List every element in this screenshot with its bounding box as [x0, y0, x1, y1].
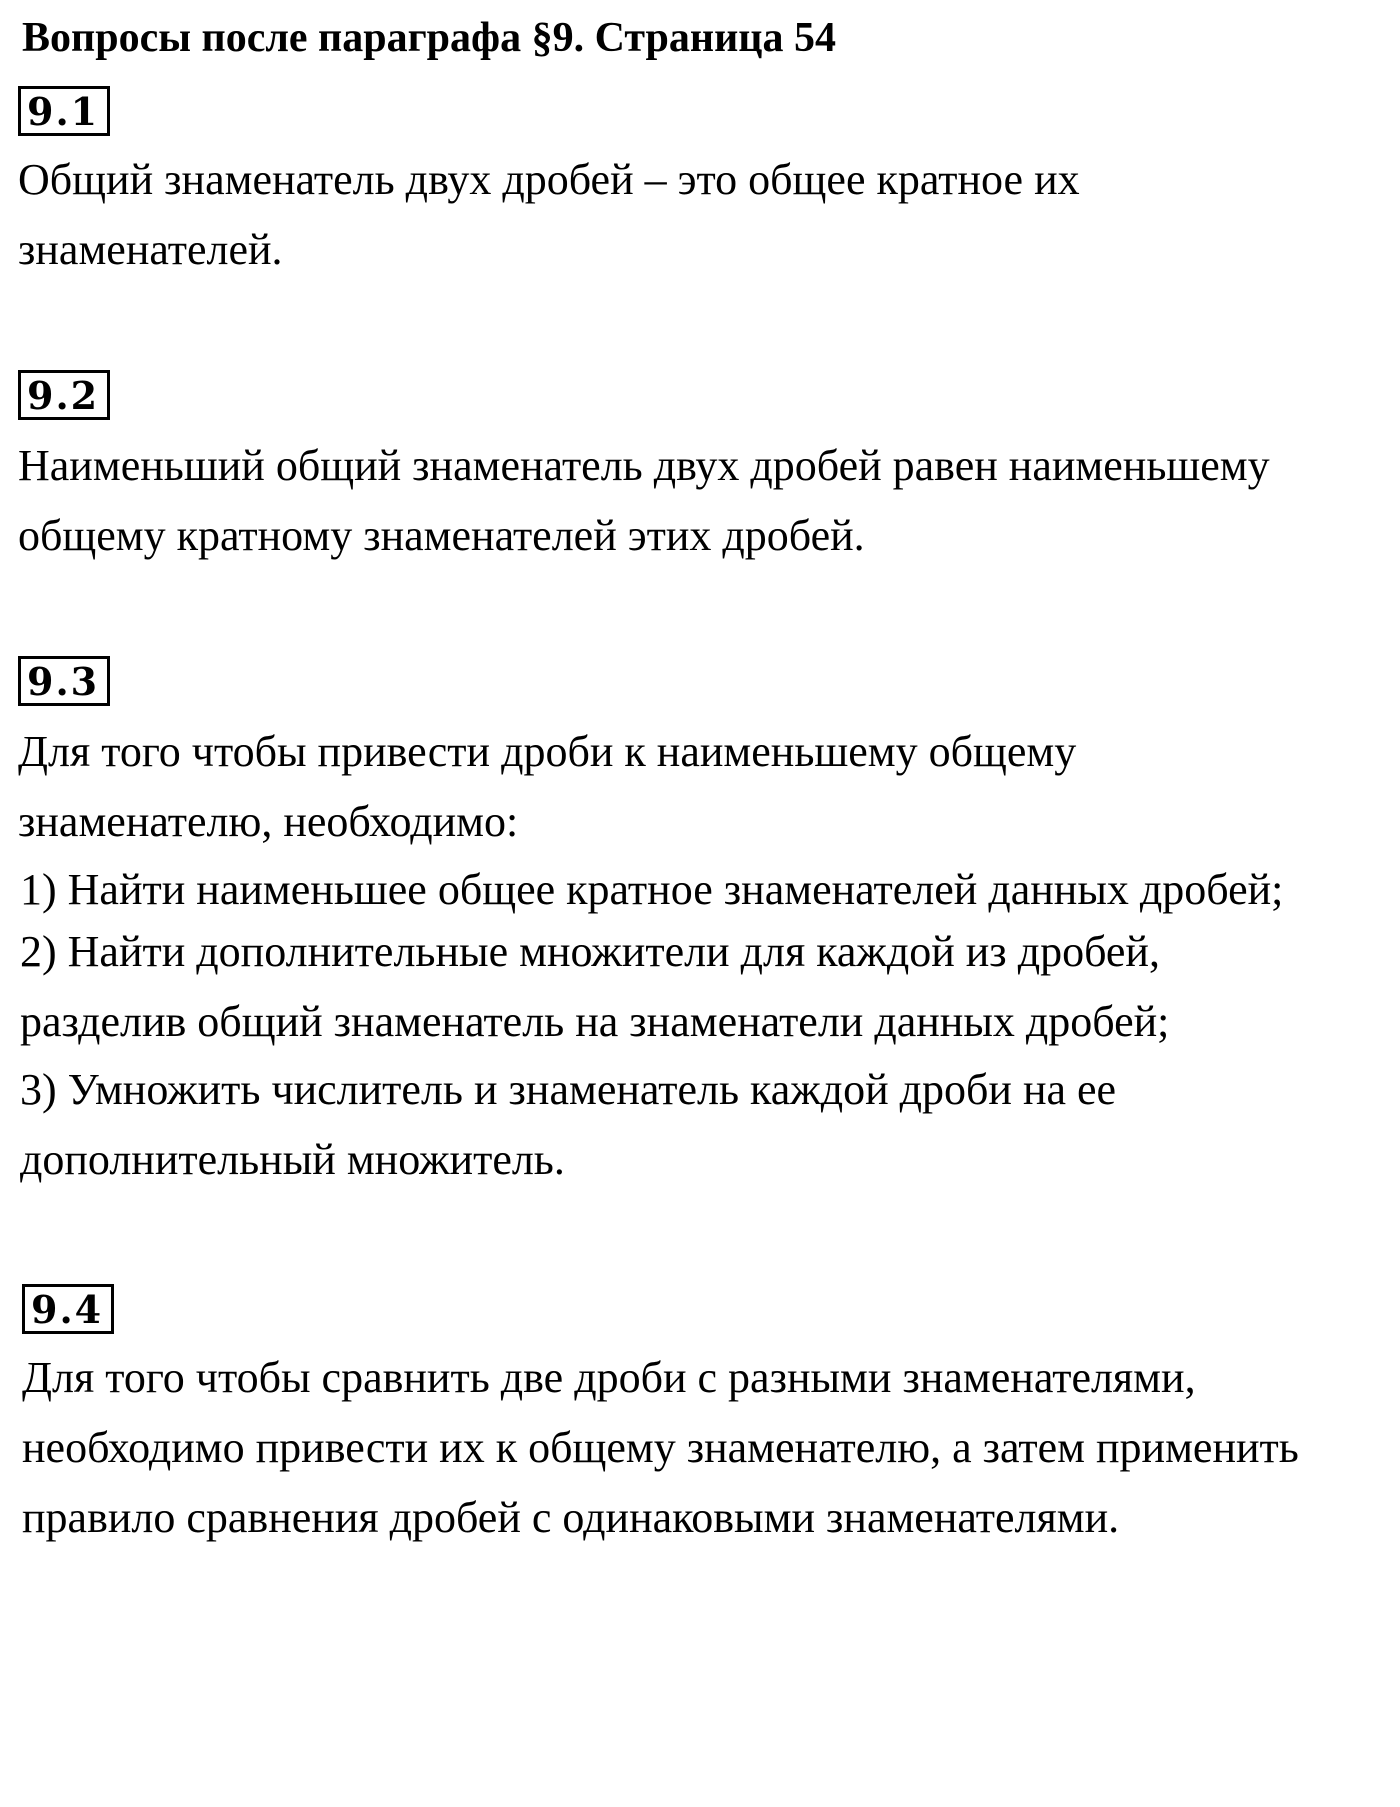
answer-line: Общий знаменатель двух дробей – это общее кратное их [18, 155, 1080, 204]
answer-line: Наименьший общий знаменатель двух дробей равен наименьшему [18, 441, 1270, 490]
answer-line: разделив общий знаменатель на знаменатели данных дробей; [20, 997, 1170, 1046]
answer-line: знаменателю, необходимо: [18, 797, 519, 846]
answer-line: общему кратному знаменателей этих дробей. [18, 511, 865, 560]
answer-line: необходимо привести их к общему знаменателю, а затем применить [22, 1423, 1299, 1472]
question-number-badge: 9.3 [18, 656, 110, 706]
answer-line: дополнительный множитель. [20, 1135, 565, 1184]
answer-line: Для того чтобы привести дроби к наименьшему общему [18, 727, 1077, 776]
question-number-badge: 9.1 [18, 86, 110, 136]
answer-line: правило сравнения дробей с одинаковыми знаменателями. [22, 1493, 1120, 1542]
answer-line: 3) Умножить числитель и знаменатель каждой дроби на ее [20, 1065, 1117, 1114]
answer-line: знаменателей. [18, 225, 283, 274]
answer-line: 1) Найти наименьшее общее кратное знаменателей данных дробей; [20, 865, 1284, 914]
answer-line: 2) Найти дополнительные множители для каждой из дробей, [20, 927, 1160, 976]
page-title: Вопросы после параграфа §9. Страница 54 [22, 15, 836, 61]
question-number-badge: 9.4 [22, 1284, 114, 1334]
answer-line: Для того чтобы сравнить две дроби с разными знаменателями, [22, 1353, 1196, 1402]
question-number-badge: 9.2 [18, 370, 110, 420]
